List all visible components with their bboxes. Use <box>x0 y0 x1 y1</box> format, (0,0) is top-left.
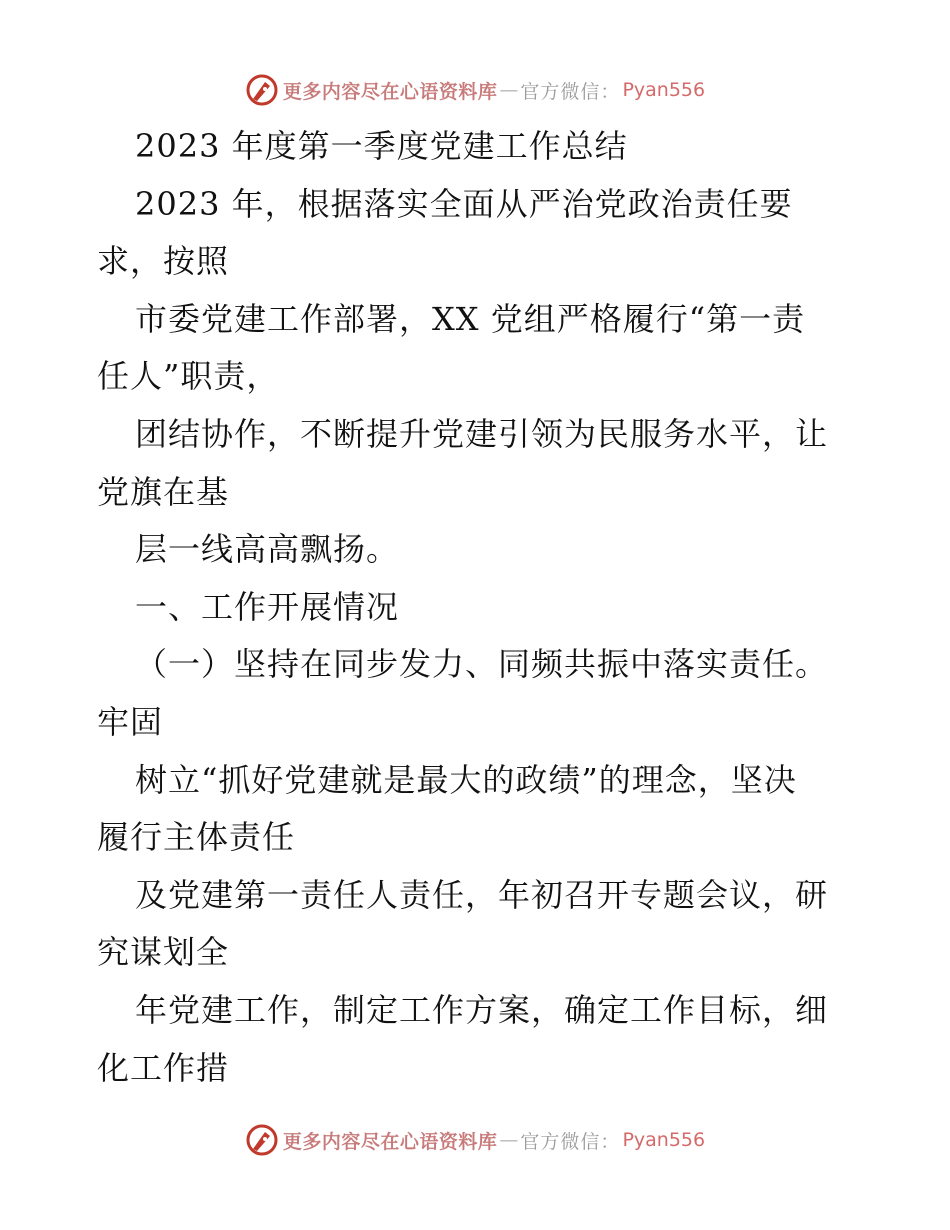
document-title: 2023 年度第一季度党建工作总结 <box>135 127 628 165</box>
paragraph-line: 究谋划全 <box>97 933 230 972</box>
watermark-text: 更多内容尽在心语资料库 <box>282 80 498 103</box>
watermark-wechat-id: Pyan556 <box>622 79 706 101</box>
watermark-dash: — <box>499 1129 519 1151</box>
paragraph-line: 团结协作，不断提升党建引领为民服务水平，让 <box>135 414 829 453</box>
paragraph-line: 求，按照 <box>97 242 230 281</box>
watermark-wechat-id: Pyan556 <box>622 1129 706 1151</box>
pen-nib-logo-icon <box>245 73 279 107</box>
paragraph-line: 党旗在基 <box>97 472 230 511</box>
paragraph-line: 市委党建工作部署，XX 党组严格履行“第一责 <box>135 299 806 338</box>
paragraph-line: 及党建第一责任人责任，年初召开专题会议，研 <box>135 875 829 914</box>
paragraph-line: 层一线高高飘扬。 <box>135 530 400 569</box>
paragraph-line: 2023 年，根据落实全面从严治党政治责任要 <box>135 184 793 223</box>
paragraph-line: 年党建工作，制定工作方案，确定工作目标，细 <box>135 990 829 1029</box>
header-watermark <box>0 70 950 110</box>
document-body <box>97 118 857 1097</box>
paragraph-line: 树立“抓好党建就是最大的政绩”的理念，坚决 <box>135 760 797 799</box>
subsection-heading: （一）坚持在同步发力、同频共振中落实责任。 <box>135 645 829 684</box>
footer-watermark <box>0 1120 950 1160</box>
watermark-dash: — <box>499 79 519 101</box>
paragraph-line: 牢固 <box>97 702 164 741</box>
watermark-text: 更多内容尽在心语资料库 <box>282 1130 498 1153</box>
watermark-wechat-label: 官方微信： <box>520 80 621 103</box>
watermark-wechat-label: 官方微信： <box>520 1130 621 1153</box>
paragraph-line: 履行主体责任 <box>97 818 296 857</box>
pen-nib-logo-icon <box>245 1123 279 1157</box>
section-heading: 一、工作开展情况 <box>135 587 400 626</box>
paragraph-line: 任人”职责， <box>97 357 280 396</box>
paragraph-line: 化工作措 <box>97 1048 230 1087</box>
